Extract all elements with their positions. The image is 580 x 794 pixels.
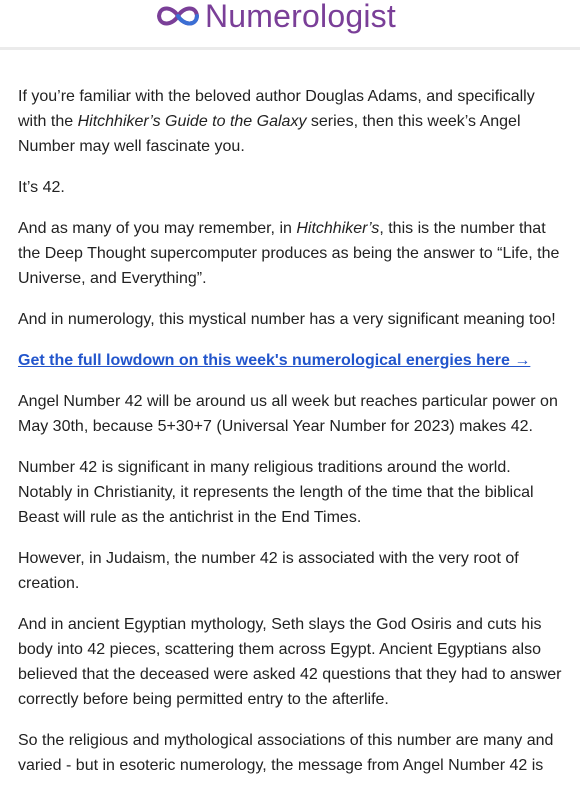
paragraph-number: It’s 42. [18, 179, 65, 196]
brand-logo[interactable] [155, 0, 396, 36]
paragraph-power: Angel Number 42 will be around us all week but reaches particular power on May 30th, because 5+30+7 (Universal Year Number for 2023) makes 42. [18, 393, 558, 435]
brand-name: Numerologist [205, 0, 396, 34]
cta-paragraph [18, 348, 566, 373]
paragraph-text: And as many of you may remember, in [18, 220, 297, 237]
paragraph-text: series, then this week’s Angel Number may well fascinate you. [18, 113, 521, 155]
cta-link[interactable]: Get the full lowdown on this week's numerological energies here → [18, 352, 531, 369]
paragraph-egypt: And in ancient Egyptian mythology, Seth slays the God Osiris and cuts his body into 42 pieces, scattering them across Egypt. Ancient Egyptians also believed that the deceased were asked 42 questions that they had to answer correctly before being permitted entry to the afterlife. [18, 616, 562, 708]
paragraph-esoteric: So the religious and mythological associations of this number are many and varied - but in esoteric numerology, the message from Angel Number 42 is [18, 732, 554, 774]
infinity-icon [155, 3, 201, 29]
paragraph-hitchhiker [18, 216, 566, 291]
paragraph-intro [18, 84, 566, 159]
paragraph-text: , this is the number that the Deep Thought supercomputer produces as being the answer to “Life, the Universe, and Everything”. [18, 220, 560, 287]
book-title: Hitchhiker’s Guide to the Galaxy [77, 113, 307, 130]
article-body [18, 84, 566, 794]
paragraph-religion: Number 42 is significant in many religious traditions around the world. Notably in Christianity, it represents the length of the time that the biblical Beast will rule as the antichrist in the End Times. [18, 459, 534, 526]
paragraph-judaism: However, in Judaism, the number 42 is associated with the very root of creation. [18, 550, 519, 592]
book-title-short: Hitchhiker’s [296, 220, 380, 237]
email-header [0, 0, 580, 50]
paragraph-text: If you’re familiar with the beloved author Douglas Adams, and specifically with the [18, 88, 535, 130]
paragraph-numerology: And in numerology, this mystical number has a very significant meaning too! [18, 311, 556, 328]
